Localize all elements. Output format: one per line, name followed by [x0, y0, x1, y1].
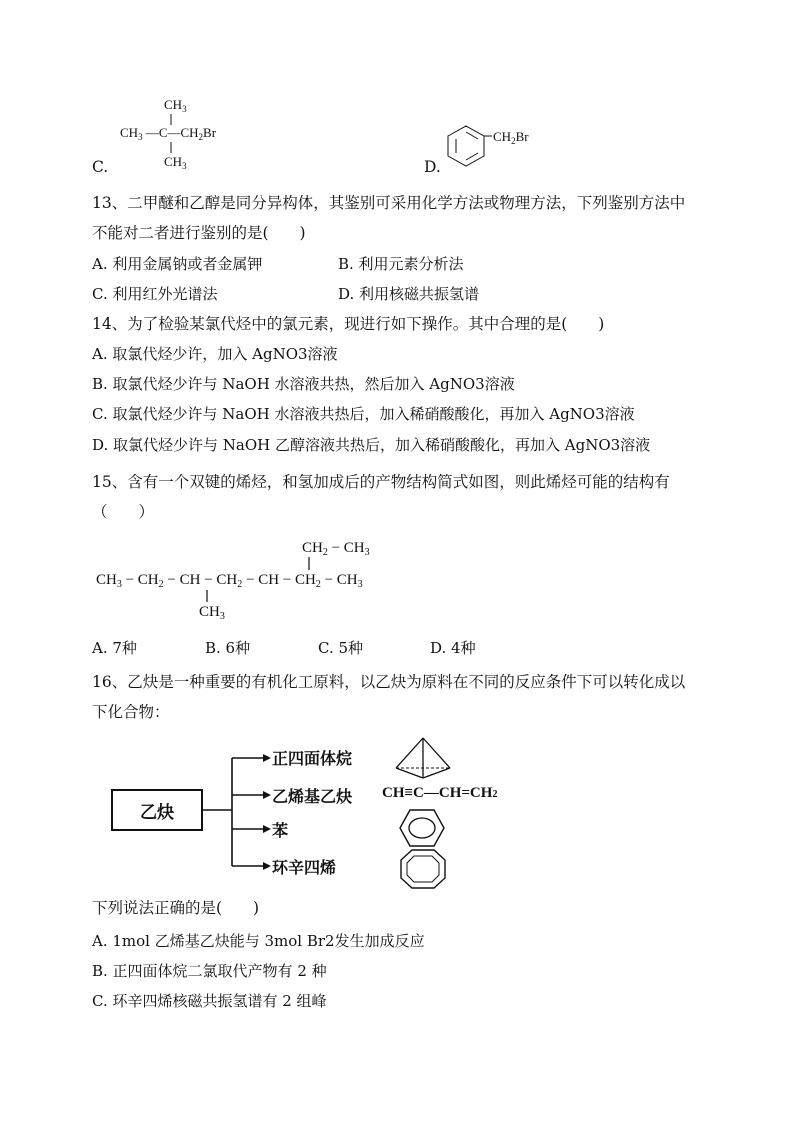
svg-text:CH3: $CH_3$	[164, 97, 187, 114]
q16-option-c: C. 环辛四烯核磁共振氢谱有 2 组峰	[92, 992, 327, 1010]
benzyl-bromide-structure	[444, 122, 554, 172]
option-c-label: C.	[92, 158, 109, 176]
vinylacetylene-formula: CH≡C—CH=CH2	[382, 785, 498, 801]
c-structure-formula	[116, 92, 256, 174]
product-tetrahedrane-name: 正四面体烷	[272, 749, 353, 768]
svg-text:CH2Br: $CH_2Br$	[493, 129, 529, 146]
q13-stem-line1: 13、二甲醚和乙醇是同分异构体，其鉴别可采用化学方法或物理方法，下列鉴别方法中	[92, 194, 686, 212]
q15-option-b: B. 6种	[205, 639, 251, 657]
q16-question: 下列说法正确的是( )	[92, 899, 260, 917]
acetylene-label: 乙炔	[140, 802, 174, 823]
tetrahedrane-structure	[392, 736, 454, 780]
q16-stem-line2: 下化合物：	[92, 703, 170, 721]
q15-stem-line2: （ ）	[92, 503, 155, 521]
option-d-label: D.	[424, 158, 441, 176]
acetylene-source-box	[111, 789, 203, 831]
q16-stem-line1: 16、乙炔是一种重要的有机化工原料，以乙炔为原料在不同的反应条件下可以转化成以	[92, 673, 686, 691]
q13-option-c: C. 利用红外光谱法	[92, 285, 218, 303]
q15-option-d: D. 4种	[430, 639, 476, 657]
svg-text:CH2 − CH3: $CH_2 - CH_3$	[302, 540, 370, 558]
q13-stem-line2: 不能对二者进行鉴别的是( )	[92, 224, 306, 242]
q15-stem-line1: 15、含有一个双键的烯烃，和氢加成后的产物结构简式如图，则此烯烃可能的结构有	[92, 473, 670, 491]
q13-option-d: D. 利用核磁共振氢谱	[338, 285, 480, 303]
q14-option-c: C. 取氯代烃少许与 NaOH 水溶液共热后，加入稀硝酸酸化，再加入 AgNO3溶液	[92, 405, 635, 423]
svg-text:CH3: $CH_3$	[199, 604, 225, 622]
benzene-structure	[398, 808, 446, 848]
q13-option-b: B. 利用元素分析法	[338, 255, 464, 273]
svg-text:CH3 —C—CH2Br: $CH_3$ $—C—CH_2Br$	[120, 125, 217, 142]
q14-option-b: B. 取氯代烃少许与 NaOH 水溶液共热，然后加入 AgNO3溶液	[92, 375, 515, 393]
q16-option-b: B. 正四面体烷二氯取代产物有 2 种	[92, 962, 327, 980]
reaction-arrows	[203, 740, 283, 880]
product-benzene-name: 苯	[272, 821, 289, 840]
q14-option-d: D. 取氯代烃少许与 NaOH 乙醇溶液共热后，加入稀硝酸酸化，再加入 AgNO3溶液	[92, 436, 651, 454]
product-vinylacetylene-name: 乙烯基乙炔	[272, 787, 353, 806]
q14-option-a: A. 取氯代烃少许，加入 AgNO3溶液	[92, 345, 338, 363]
product-cyclooctatetraene-name: 环辛四烯	[272, 858, 337, 877]
svg-text:CH3: $CH_3$	[164, 154, 187, 171]
q14-stem: 14、为了检验某氯代烃中的氯元素，现进行如下操作。其中合理的是( )	[92, 315, 605, 333]
q15-structure-formula	[92, 532, 452, 624]
q15-option-a: A. 7种	[92, 639, 137, 657]
q16-option-a: A. 1mol 乙烯基乙炔能与 3mol Br2发生加成反应	[92, 932, 425, 950]
cyclooctatetraene-structure	[398, 848, 448, 890]
svg-text:CH3 − CH2 − CH − CH2 − CH − CH: $CH_3 - CH_2$ − CH − $CH_2$ − CH − $CH_2 - CH_3$	[96, 572, 363, 590]
q15-option-c: C. 5种	[318, 639, 364, 657]
q13-option-a: A. 利用金属钠或者金属钾	[92, 255, 263, 273]
